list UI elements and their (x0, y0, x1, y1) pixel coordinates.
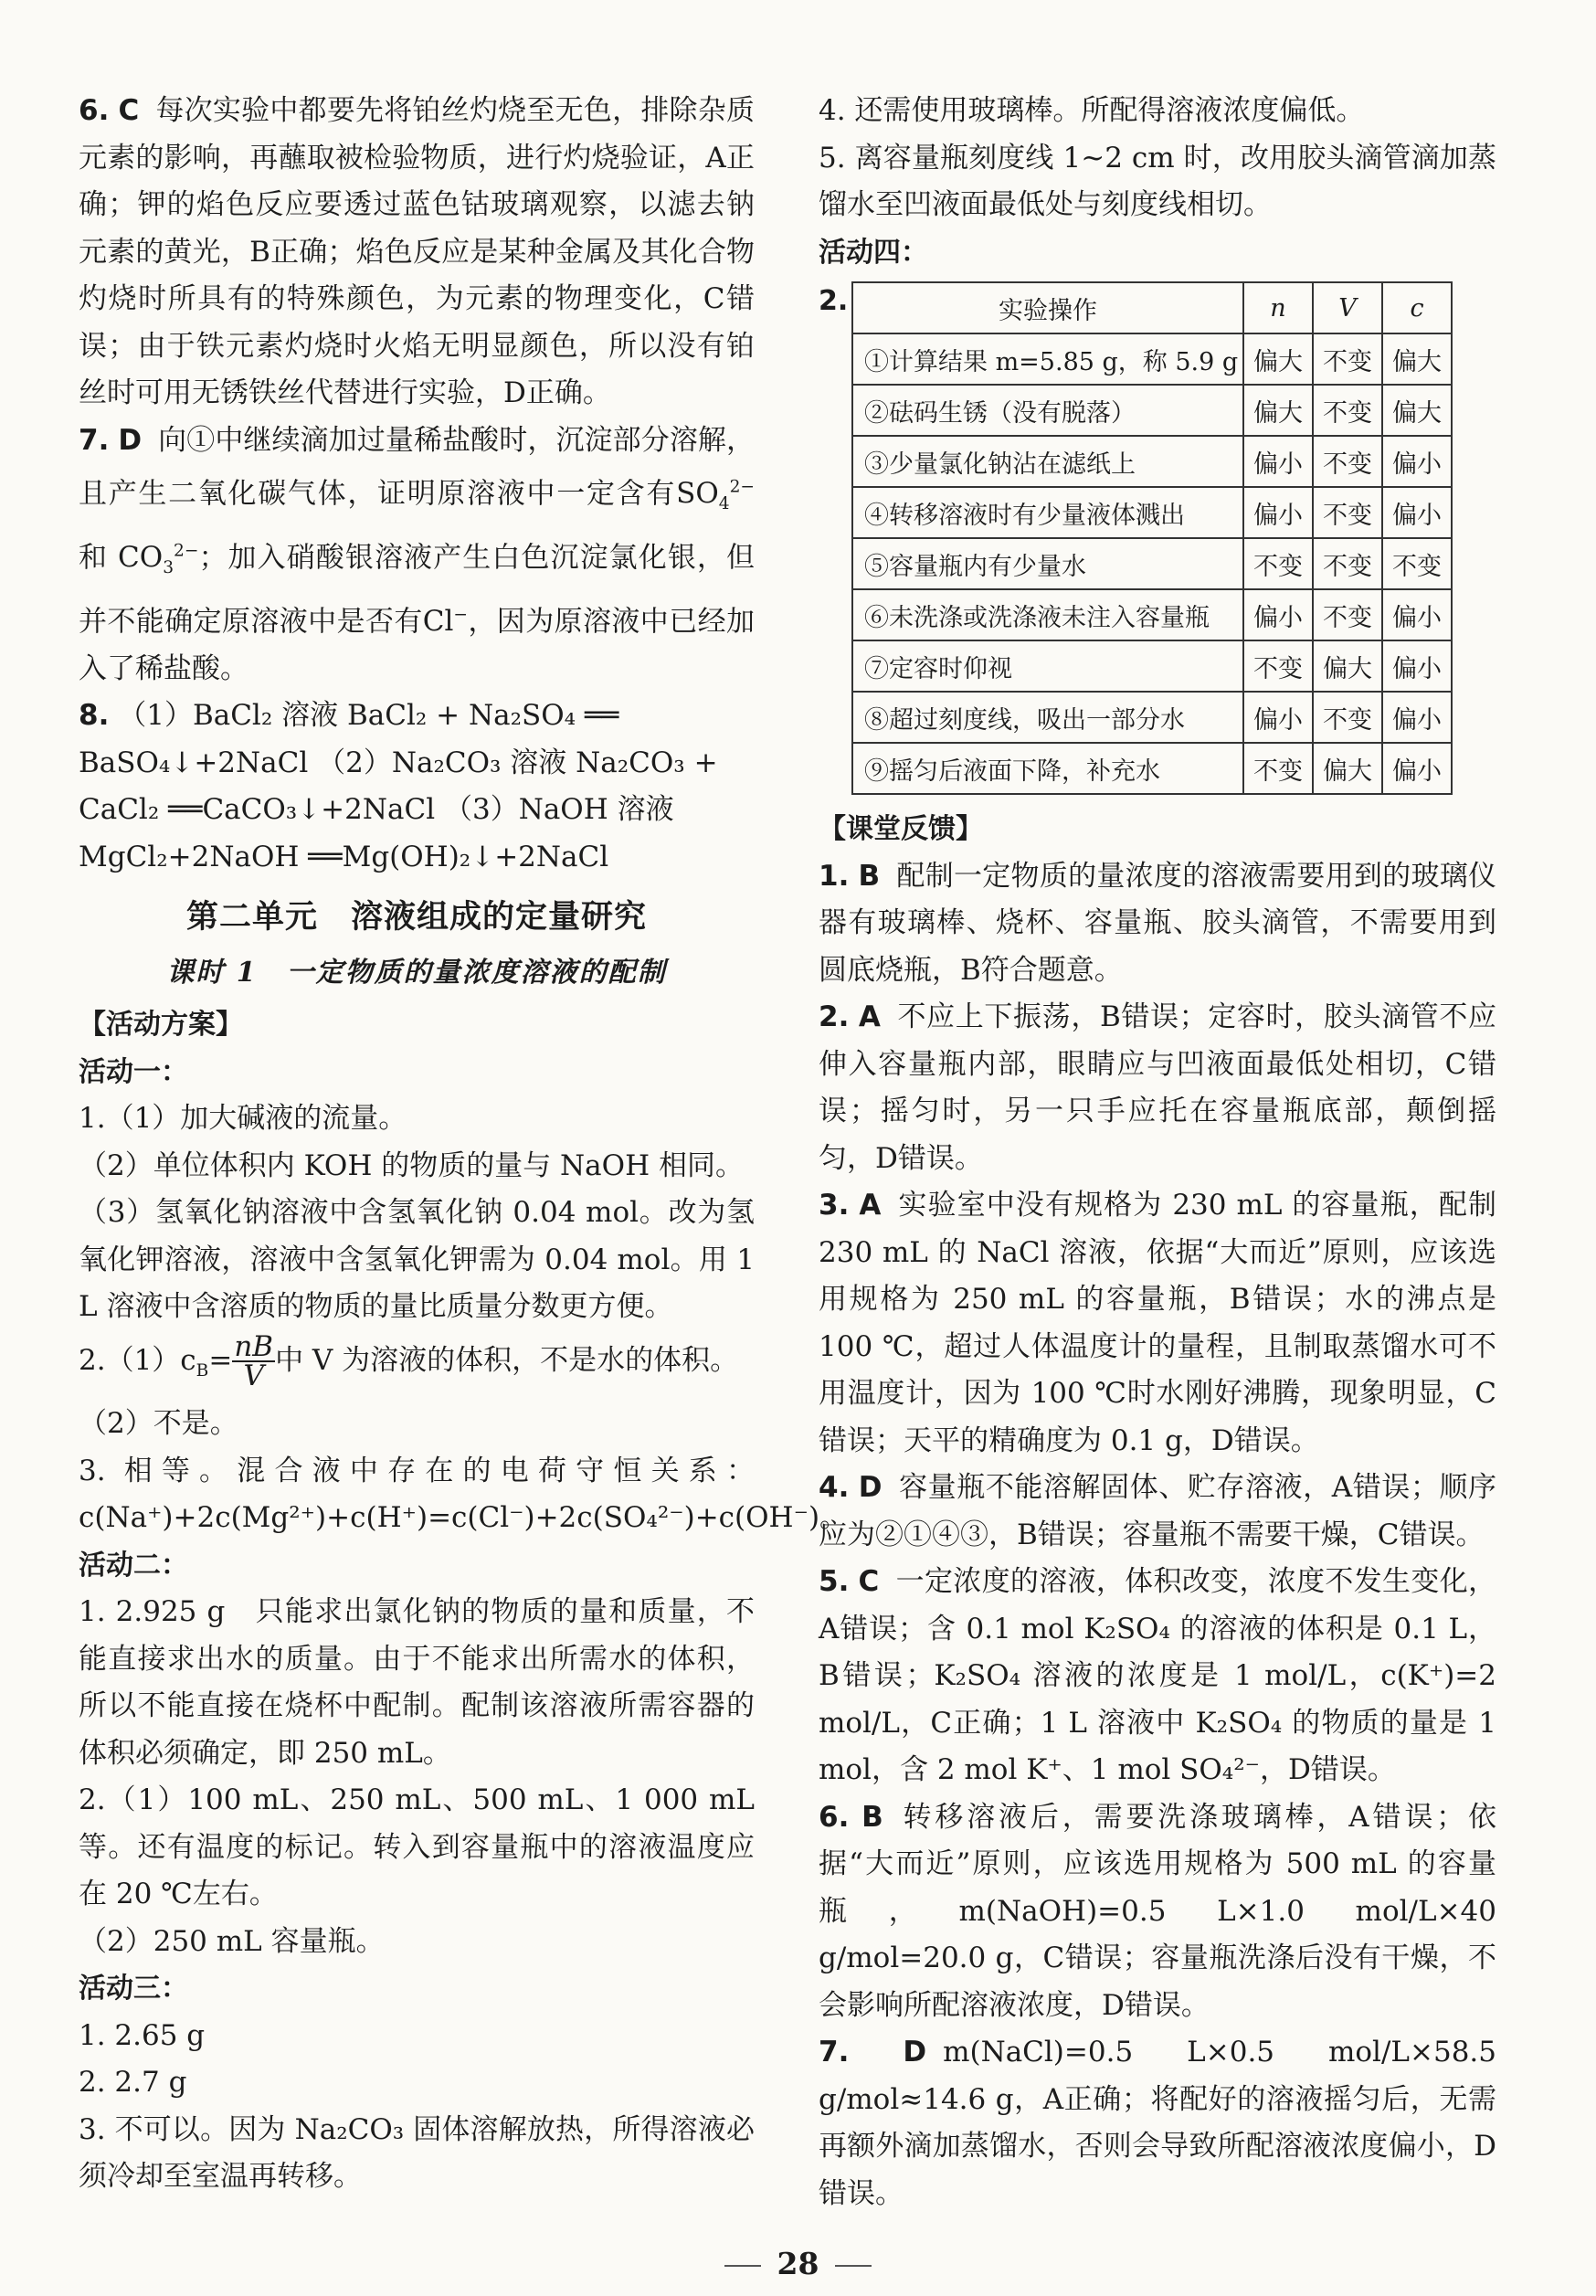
value-cell: 偏大 (1313, 640, 1382, 692)
activity1-answer-1: 1.（1）加大碱液的流量。 (79, 1102, 407, 1136)
header-c: c (1382, 282, 1452, 333)
value-cell: 偏大 (1243, 385, 1313, 436)
feedback-answer-4: 4. D 容量瓶不能溶解固体、贮存溶液，A错误；顺序应为②①④③，B错误；容量瓶不需要干燥，C错误。 (819, 1471, 1496, 1551)
section-heading: 【活动方案】 (79, 1009, 243, 1042)
operation-cell: ②砝码生锈（没有脱落） (852, 385, 1243, 436)
table-row (852, 333, 1452, 385)
operation-cell: ⑨摇匀后液面下降，补充水 (852, 743, 1243, 794)
answer-letter: C (118, 94, 140, 127)
table-row (852, 538, 1452, 589)
value-cell: 不变 (1313, 333, 1382, 385)
activity3-answer-1: 1. 2.65 g (79, 2018, 206, 2052)
answer-6 (79, 88, 755, 418)
operation-cell: ⑤容量瓶内有少量水 (852, 538, 1243, 589)
error-analysis-table-block (819, 281, 1496, 795)
activity1-formula: $2.(1)c_B=$ $\frac{nB}{V}$ 中 V 为溶液的体积，不是水的体积。 (79, 1330, 739, 1393)
value-cell: 不变 (1382, 538, 1452, 589)
table-header-row (852, 282, 1452, 333)
value-cell: 偏小 (1382, 487, 1452, 538)
answer-8 (79, 693, 755, 881)
value-cell: 偏小 (1382, 640, 1452, 692)
value-cell: 偏小 (1382, 436, 1452, 487)
operation-cell: ④转移溶液时有少量液体溅出 (852, 487, 1243, 538)
equation-line: MgCl₂+2NaOH ══Mg(OH)₂↓+2NaCl (79, 840, 609, 873)
equation-line: CaCl₂ ══CaCO₃↓+2NaCl （3）NaOH 溶液 (79, 793, 674, 827)
operation-cell: ⑥未洗涤或洗涤液未注入容量瓶 (852, 589, 1243, 640)
error-analysis-table (851, 281, 1453, 795)
value-cell: 不变 (1313, 385, 1382, 436)
equation-line: BaSO₄↓+2NaCl （2）Na₂CO₃ 溶液 Na₂CO₃ + (79, 746, 718, 779)
value-cell: 不变 (1243, 743, 1313, 794)
activity3-answer-2: 2. 2.7 g (79, 2066, 187, 2100)
activity2-answer-2: 2.（1）100 mL、250 mL、500 mL、1 000 mL 等。还有温度的标记。转入到容量瓶中的溶液温度应在 20 ℃左右。 (79, 1783, 755, 1911)
feedback-answer-1: 1. B 配制一定物质的量浓度的溶液需要用到的玻璃仪器有玻璃棒、烧杯、容量瓶、胶头滴管，不需要用到圆底烧瓶，B符合题意。 (819, 859, 1496, 987)
value-cell: 偏小 (1243, 692, 1313, 743)
value-cell: 偏大 (1313, 743, 1382, 794)
activity-heading: 活动三： (79, 1973, 188, 2005)
table-row (852, 640, 1452, 692)
activity1-answer-3: （3）氢氧化钠溶液中含氢氧化钠 0.04 mol。改为氢氧化钾溶液，溶液中含氢氧化钾需为 0.04 mol。用 1 L 溶液中含溶质的物质的量比质量分数更方便。 (79, 1196, 755, 1324)
value-cell: 偏大 (1243, 333, 1313, 385)
question-number: 6. (79, 94, 110, 127)
value-cell: 偏小 (1382, 743, 1452, 794)
explanation-text: ，因为原溶液中已经加入了稀盐酸。 (79, 605, 755, 685)
table-row (852, 589, 1452, 640)
feedback-answer-3: 3. A 实验室中没有规格为 230 mL 的容量瓶，配制 230 mL 的 NaCl 溶液，依据“大而近”原则，应该选用规格为 250 mL 的容量瓶，B错误；水的沸点是 100 ℃，超过人体温度计的量程，且制取蒸馏水可不用温度计，因为 100 ℃时水刚好沸腾，现象明显，C错误；天平的精确度为 0.1 g，D错误。 (819, 1189, 1496, 1457)
value-cell: 偏小 (1243, 487, 1313, 538)
operation-cell: ①计算结果 m=5.85 g，称 5.9 g (852, 333, 1243, 385)
section-heading: 【课堂反馈】 (819, 813, 983, 845)
unit-title: 第二单元 溶液组成的定量研究 (185, 898, 647, 936)
sulfate-ion: $SO_4^{2-}$ (676, 477, 755, 514)
value-cell: 不变 (1313, 692, 1382, 743)
operation-cell: ⑦定容时仰视 (852, 640, 1243, 692)
value-cell: 不变 (1243, 640, 1313, 692)
activity1-answer-2b: （2）不是。 (79, 1407, 238, 1441)
header-v: V (1313, 282, 1382, 333)
activity3-answer-3: 3. 不可以。因为 Na₂CO₃ 固体溶解放热，所得溶液必须冷却至室温再转移。 (79, 2112, 755, 2194)
explanation-text: ；加入硝酸银溶液产生白色沉淀氯化银，但并不能确定原溶液中是否有 (79, 541, 756, 639)
feedback-answer-7: 7. D m(NaCl)=0.5 L×0.5 mol/L×58.5 g/mol≈14.6 g，A正确；将配好的溶液摇匀后，无需再额外滴加蒸馏水，否则会导致所配溶液浓度偏小，D错误。 (819, 2036, 1496, 2210)
operation-cell: ③少量氯化钠沾在滤纸上 (852, 436, 1243, 487)
left-column (79, 88, 849, 2201)
activity1-answer-2: （2）单位体积内 KOH 的物质的量与 NaOH 相同。 (79, 1148, 744, 1182)
explanation-text: 向①中继续滴加过量稀盐酸时，沉淀部分溶解，且产生二氧化碳气体，证明原溶液中一定含有 (79, 423, 755, 511)
activity3-answer-5: 5. 离容量瓶刻度线 1~2 cm 时，改用胶头滴管滴加蒸馏水至凹液面最低处与刻度线相切。 (819, 141, 1496, 221)
table-row (852, 385, 1452, 436)
answer-7: 7. D 向①中继续滴加过量稀盐酸时，沉淀部分溶解，且产生二氧化碳气体，证明原溶液中一定含有$SO_4^{2-}$ 和 $CO_3^{2-}$；加入硝酸银溶液产生白色沉淀氯化银，但并不能确定原溶液中是否有Cl−，因为原溶液中已经加入了稀盐酸。 (79, 423, 756, 685)
value-cell: 偏大 (1382, 385, 1452, 436)
table-row (852, 743, 1452, 794)
header-n: n (1243, 282, 1313, 333)
value-cell: 不变 (1313, 436, 1382, 487)
value-cell: 不变 (1313, 487, 1382, 538)
formula-fraction: $\frac{nB}{V}$ (234, 1330, 274, 1393)
activity-heading: 活动四： (819, 236, 928, 269)
question-number: 8. (79, 699, 110, 733)
lesson-title: 课时 1 一定物质的量浓度溶液的配制 (166, 957, 667, 989)
operation-cell: ⑧超过刻度线，吸出一部分水 (852, 692, 1243, 743)
value-cell: 偏小 (1382, 589, 1452, 640)
value-cell: 偏小 (1243, 589, 1313, 640)
question-number: 7. (79, 423, 110, 457)
page-number: 28 (777, 2246, 819, 2281)
value-cell: 偏小 (1382, 692, 1452, 743)
equation-line: （1）BaCl₂ 溶液 BaCl₂ + Na₂SO₄ ══ (118, 699, 619, 733)
page-footer (0, 2246, 1596, 2281)
activity-heading: 活动一： (79, 1055, 188, 1088)
value-cell: 不变 (1313, 538, 1382, 589)
chloride-ion: Cl− (422, 605, 469, 639)
answer-letter: D (118, 423, 143, 457)
value-cell: 不变 (1243, 538, 1313, 589)
feedback-answer-2: 2. A 不应上下振荡，B错误；定容时，胶头滴管不应伸入容量瓶内部，眼睛应与凹液面最低处相切，C错误；摇匀时，另一只手应托在容量瓶底部，颠倒摇匀，D错误。 (819, 1000, 1497, 1175)
footer-dash-left (724, 2265, 761, 2267)
table-row (852, 692, 1452, 743)
value-cell: 不变 (1313, 589, 1382, 640)
footer-dash-right (835, 2265, 872, 2267)
table-row (852, 436, 1452, 487)
feedback-answer-6: 6. B 转移溶液后，需要洗涤玻璃棒，A错误；依据“大而近”原则，应该选用规格为 500 mL 的容量瓶，m(NaOH)=0.5 L×1.0 mol/L×40 g/mol=20.0 g，C错误；容量瓶洗涤后没有干燥，不会影响所配溶液浓度，D错误。 (819, 1800, 1497, 2022)
carbonate-ion: $CO_3^{2-}$ (118, 541, 199, 578)
question-number: 2. (819, 285, 849, 317)
table-row (852, 487, 1452, 538)
right-column (819, 88, 1496, 2217)
header-operation: 实验操作 (852, 282, 1243, 333)
explanation-text: 每次实验中都要先将铂丝灼烧至无色，排除杂质元素的影响，再蘸取被检验物质，进行灼烧验证，A正确；钾的焰色反应要透过蓝色钴玻璃观察，以滤去钠元素的黄光，B正确；焰色反应是某种金属及其化合物灼烧时所具有的特殊颜色，为元素的物理变化，C错误；由于铁元素灼烧时火焰无明显颜色，所以没有铂丝时可用无锈铁丝代替进行实验，D正确。 (79, 94, 756, 409)
activity1-answer-3b: 3. 相等。混合液中存在的电荷守恒关系：c(Na⁺)+2c(Mg²⁺)+c(H⁺)=c(Cl⁻)+2c(SO₄²⁻)+c(OH⁻)。 (79, 1454, 849, 1535)
activity2-answer-2b: （2）250 mL 容量瓶。 (79, 1924, 385, 1958)
feedback-answer-5: 5. C 一定浓度的溶液，体积改变，浓度不发生变化，A错误；含 0.1 mol K₂SO₄ 的溶液的体积是 0.1 L，B错误；K₂SO₄ 溶液的浓度是 1 mol/L，c(K⁺)=2 mol/L，C正确；1 L 溶液中 K₂SO₄ 的物质的量是 1 mol，含 2 mol K⁺、1 mol SO₄²⁻，D错误。 (819, 1565, 1497, 1786)
activity3-answer-4: 4. 还需使用玻璃棒。所配得溶液浓度偏低。 (819, 94, 1365, 127)
activity2-answer-1: 1. 2.925 g 只能求出氯化钠的物质的量和质量，不能直接求出水的质量。由于不能求出所需水的体积，所以不能直接在烧杯中配制。配制该溶液所需容器的体积必须确定，即 250 mL。 (79, 1595, 755, 1770)
activity-heading: 活动二： (79, 1549, 188, 1582)
value-cell: 偏大 (1382, 333, 1452, 385)
value-cell: 偏小 (1243, 436, 1313, 487)
